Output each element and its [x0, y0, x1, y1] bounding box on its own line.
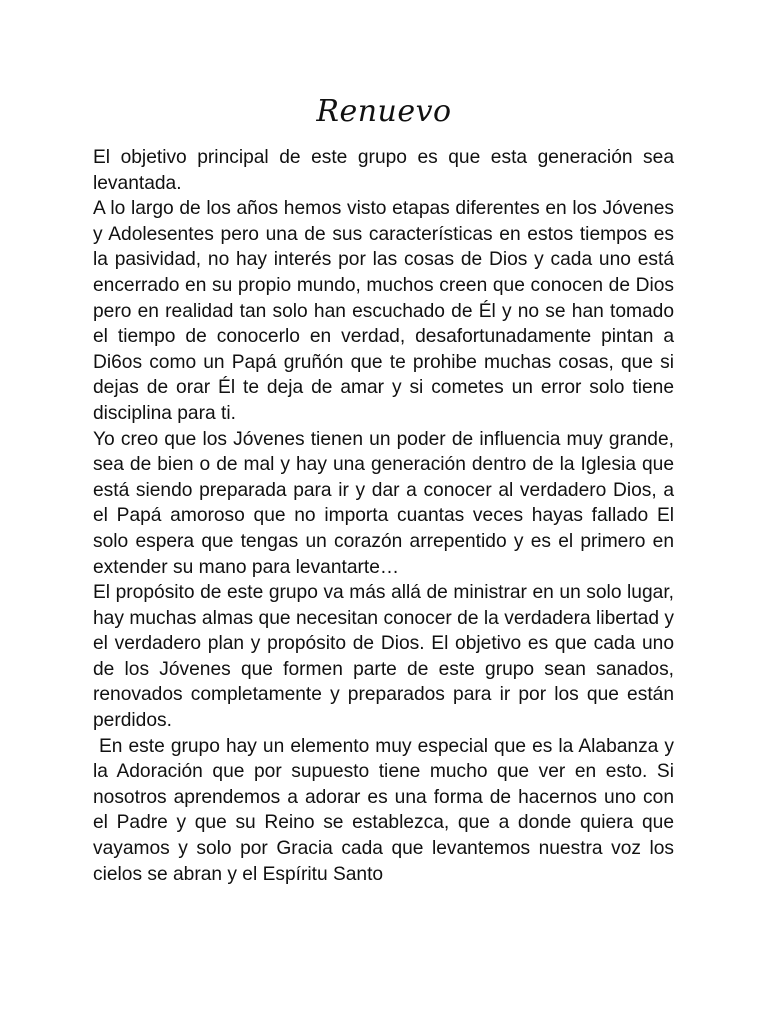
- paragraph-1: El objetivo principal de este grupo es que esta generación sea levantada.: [93, 147, 674, 194]
- document-title: Renuevo: [316, 94, 452, 129]
- document-body: [93, 145, 674, 887]
- paragraph-3: Yo creo que los Jóvenes tienen un poder de influencia muy grande, sea de bien o de mal y hay una generación dentro de la Iglesia que está siendo preparada para ir y dar a conocer al verdadero Dios, a el Papá amoroso que no importa cuantas veces hayas fallado El solo espera que tengas un corazón arrepentido y es el primero en extender su mano para levantarte…: [93, 428, 674, 578]
- paragraph-2: A lo largo de los años hemos visto etapas diferentes en los Jóvenes y Adolesentes pero una de sus características en estos tiempos es la pasividad, no hay interés por las cosas de Dios y cada uno está encerrado en su propio mundo, muchos creen que conocen de Dios pero en realidad tan solo han escuchado de Él y no se han tomado el tiempo de conocerlo en verdad, desafortunadamente pintan a Di6os como un Papá gruñón que te prohibe muchas cosas, que si dejas de orar Él te deja de amar y si cometes un error solo tiene disciplina para ti.: [93, 198, 674, 424]
- paragraph-4: El propósito de este grupo va más allá de ministrar en un solo lugar, hay muchas almas que necesitan conocer de la verdadera libertad y el verdadero plan y propósito de Dios. El objetivo es que cada uno de los Jóvenes que formen parte de este grupo sean sanados, renovados completamente y preparados para ir por los que están perdidos.: [93, 582, 674, 732]
- paragraph-5: En este grupo hay un elemento muy especial que es la Alabanza y la Adoración que por supuesto tiene mucho que ver en esto. Si nosotros aprendemos a adorar es una forma de hacernos uno con el Padre y que su Reino se establezca, que a donde quiera que vayamos y solo por Gracia cada que levantemos nuestra voz los cielos se abran y el Espíritu Santo: [93, 735, 674, 885]
